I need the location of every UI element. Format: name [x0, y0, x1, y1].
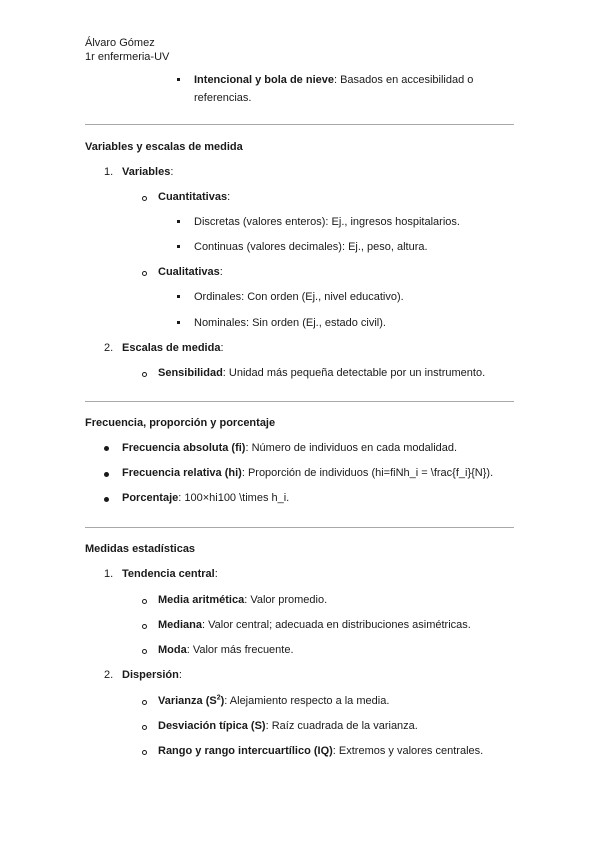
list-number: 1.: [104, 568, 114, 580]
relativa-item: Frecuencia relativa (hi): Proporción de individuos (hi=fiNh_i = \frac{f_i}{N}).: [122, 467, 494, 479]
moda-item: Moda: Valor más frecuente.: [158, 644, 294, 656]
circle-bullet-icon: [142, 725, 147, 730]
section-title-frecuencia: Frecuencia, proporción y porcentaje: [85, 417, 276, 429]
dispersion-heading: Dispersión:: [122, 669, 182, 681]
list-number: 1.: [104, 166, 114, 178]
circle-bullet-icon: [142, 750, 147, 755]
intro-item-term: Intencional y bola de nieve: [194, 74, 334, 86]
intro-item-desc: : Basados en accesibilidad o: [333, 74, 474, 86]
mediana-item: Mediana: Valor central; adecuada en distribuciones asimétricas.: [158, 619, 471, 631]
intro-item-line1: [194, 73, 473, 87]
tendencia-heading: Tendencia central:: [122, 568, 218, 580]
continuas-item: Continuas (valores decimales): Ej., peso, altura.: [194, 241, 428, 253]
square-bullet-icon: [177, 220, 180, 223]
varianza-item: Varianza $(S^2)$: Alejamiento respecto a la media.: [158, 694, 390, 707]
variables-heading: Variables:: [122, 166, 174, 178]
square-bullet-icon: [177, 78, 180, 81]
author-name: Álvaro Gómez: [85, 37, 155, 49]
section-title-variables: Variables y escalas de medida: [85, 141, 243, 153]
media-item: Media aritmética: Valor promedio.: [158, 594, 328, 606]
course-name: 1r enfermeria-UV: [85, 51, 170, 63]
circle-bullet-icon: [142, 271, 147, 276]
list-number: 2.: [104, 669, 114, 681]
square-bullet-icon: [177, 321, 180, 324]
nominales-item: Nominales: Sin orden (Ej., estado civil).: [194, 317, 386, 329]
desviacion-item: Desviación típica (S): Raíz cuadrada de la varianza.: [158, 720, 418, 732]
section-title-medidas: Medidas estadísticas: [85, 543, 196, 555]
divider: [85, 527, 514, 528]
discretas-item: Discretas (valores enteros): Ej., ingresos hospitalarios.: [194, 216, 460, 228]
divider: [85, 124, 514, 125]
absoluta-item: Frecuencia absoluta (fi): Número de individuos en cada modalidad.: [122, 442, 458, 454]
circle-bullet-icon: [142, 599, 147, 604]
cuantitativas-heading: Cuantitativas:: [158, 191, 231, 203]
sensibilidad-item: Sensibilidad: Unidad más pequeña detectable por un instrumento.: [158, 367, 486, 379]
disc-bullet-icon: [104, 497, 109, 502]
circle-bullet-icon: [142, 649, 147, 654]
porcentaje-item: Porcentaje: 100×hi100 \times h_i.: [122, 492, 290, 504]
disc-bullet-icon: [104, 472, 109, 477]
circle-bullet-icon: [142, 372, 147, 377]
divider: [85, 401, 514, 402]
rango-item: Rango y rango intercuartílico (IQ): Extremos y valores centrales.: [158, 745, 484, 757]
circle-bullet-icon: [142, 700, 147, 705]
cualitativas-heading: Cualitativas:: [158, 266, 223, 278]
ordinales-item: Ordinales: Con orden (Ej., nivel educativo).: [194, 291, 404, 303]
list-number: 2.: [104, 342, 114, 354]
square-bullet-icon: [177, 295, 180, 298]
intro-item-line2: referencias.: [194, 92, 252, 104]
square-bullet-icon: [177, 245, 180, 248]
disc-bullet-icon: [104, 446, 109, 451]
circle-bullet-icon: [142, 196, 147, 201]
escalas-heading: Escalas de medida:: [122, 342, 224, 354]
circle-bullet-icon: [142, 624, 147, 629]
